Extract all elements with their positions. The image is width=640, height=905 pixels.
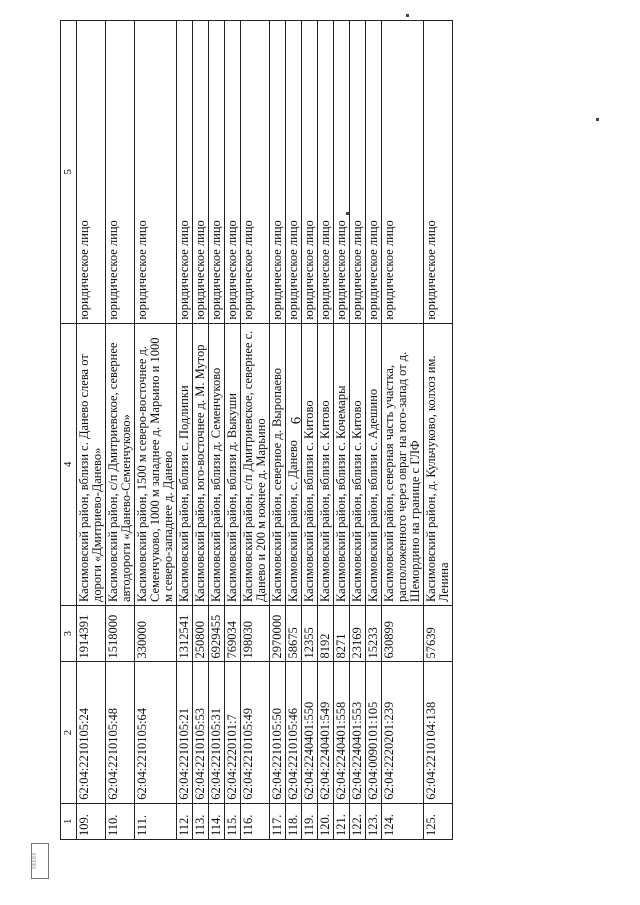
table-row: [382, 21, 424, 840]
cell-owner: юридическое лицо: [270, 21, 286, 324]
cell-kn: 62:04:2210105:64: [135, 662, 177, 803]
cell-loc: Касимовский район, 1500 м северо-восточнее д. Семенчуково, 1000 м западнее д. Марьино и 1000 м северо-западнее д. Данево: [135, 323, 177, 605]
rotated-table-wrapper: [60, 20, 560, 840]
table-row: [77, 21, 106, 840]
cell-n: 119.: [302, 803, 318, 839]
table-row: [177, 21, 193, 840]
cell-loc: Касимовский район, вблизи с. Китово: [302, 323, 318, 605]
cell-n: 122.: [350, 803, 366, 839]
cell-kn: 62:04:2210105:53: [193, 662, 209, 803]
cell-area: 198030: [241, 606, 270, 662]
scan-mark: [346, 212, 349, 215]
scan-mark: [406, 14, 409, 17]
cell-n: 120.: [318, 803, 334, 839]
header-cell: 4: [61, 323, 77, 605]
cell-n: 121.: [334, 803, 350, 839]
cell-kn: 62:04:2210105:21: [177, 662, 193, 803]
cell-loc: Касимовский район, северная часть участка, расположенного через овраг на юго-запад от д. Шемордино на границе с ГЛФ: [382, 323, 424, 605]
table-row: [270, 21, 286, 840]
cell-owner: юридическое лицо: [302, 21, 318, 324]
cell-area: 12355: [302, 606, 318, 662]
cell-n: 112.: [177, 803, 193, 839]
cell-loc: Касимовский район, с/п Дмитриевское, севернее автодороги «Данево-Семенчуково»: [106, 323, 135, 605]
cell-area: 6929455: [209, 606, 225, 662]
cell-kn: 62:04:2210104:138: [424, 662, 453, 803]
cell-area: 58675: [286, 606, 302, 662]
cell-area: 250800: [193, 606, 209, 662]
cell-n: 114.: [209, 803, 225, 839]
cell-owner: юридическое лицо: [366, 21, 382, 324]
cell-kn: 62:04:2240401:558: [334, 662, 350, 803]
table-row: [350, 21, 366, 840]
cell-area: 1914391: [77, 606, 106, 662]
cell-kn: 62:04:2220101:7: [225, 662, 241, 803]
cell-area: 769034: [225, 606, 241, 662]
cell-n: 117.: [270, 803, 286, 839]
table-row: [209, 21, 225, 840]
cell-owner: юридическое лицо: [193, 21, 209, 324]
cell-kn: 62:04:2240401:553: [350, 662, 366, 803]
header-cell: 1: [61, 803, 77, 839]
stamp-logo: ▯▯▯▯▯▯: [31, 843, 49, 879]
cell-loc: Касимовский район, с. Данево: [286, 323, 302, 605]
cell-area: 15233: [366, 606, 382, 662]
cell-loc: Касимовский район, д. Кульчуково, колхоз им. Ленина: [424, 323, 453, 605]
cell-owner: юридическое лицо: [286, 21, 302, 324]
cell-n: 110.: [106, 803, 135, 839]
cell-owner: юридическое лицо: [241, 21, 270, 324]
cell-owner: юридическое лицо: [382, 21, 424, 324]
cell-kn: 62:04:2210105:46: [286, 662, 302, 803]
table-row: [106, 21, 135, 840]
cell-owner: юридическое лицо: [106, 21, 135, 324]
cell-area: 330000: [135, 606, 177, 662]
cell-owner: юридическое лицо: [225, 21, 241, 324]
cell-owner: юридическое лицо: [177, 21, 193, 324]
page-number: 6: [288, 416, 305, 425]
table-row: [366, 21, 382, 840]
table-row: [193, 21, 209, 840]
table-row: [334, 21, 350, 840]
cell-loc: Касимовский район, вблизи с. Подлипки: [177, 323, 193, 605]
table-row: [302, 21, 318, 840]
cell-loc: Касимовский район, северное д. Выропаево: [270, 323, 286, 605]
cell-owner: юридическое лицо: [424, 21, 453, 324]
table-row: [286, 21, 302, 840]
table-row: [424, 21, 453, 840]
cell-kn: 62:04:2240401:550: [302, 662, 318, 803]
table-row: [318, 21, 334, 840]
cell-kn: 62:04:2210105:49: [241, 662, 270, 803]
cell-loc: Касимовский район, с/п Дмитриевское, севернее с. Данево и 200 м южнее д. Марьино: [241, 323, 270, 605]
cell-loc: Касимовский район, вблизи д. Семенчуково: [209, 323, 225, 605]
cell-area: 630899: [382, 606, 424, 662]
cell-owner: юридическое лицо: [334, 21, 350, 324]
header-cell: 2: [61, 662, 77, 803]
cell-owner: юридическое лицо: [350, 21, 366, 324]
cell-area: 23169: [350, 606, 366, 662]
cell-loc: Касимовский район, вблизи с. Китово: [318, 323, 334, 605]
cell-area: 8192: [318, 606, 334, 662]
cell-kn: 62:04:2210105:31: [209, 662, 225, 803]
cell-n: 109.: [77, 803, 106, 839]
cell-n: 116.: [241, 803, 270, 839]
cell-kn: 62:04:2210105:50: [270, 662, 286, 803]
cell-n: 118.: [286, 803, 302, 839]
cell-kn: 62:04:2210105:48: [106, 662, 135, 803]
cell-area: 2970000: [270, 606, 286, 662]
cell-owner: юридическое лицо: [209, 21, 225, 324]
table-header-row: [61, 21, 77, 840]
scan-mark: [596, 118, 599, 121]
cell-loc: Касимовский район, вблизи д. Выкуши: [225, 323, 241, 605]
cell-n: 115.: [225, 803, 241, 839]
table-row: [135, 21, 177, 840]
cell-kn: 62:04:0090101:105: [366, 662, 382, 803]
cell-area: 57639: [424, 606, 453, 662]
cell-loc: Касимовский район, вблизи с. Данево слева от дороги «Дмитриево-Данево»: [77, 323, 106, 605]
table-row: [225, 21, 241, 840]
cell-loc: Касимовский район, юго-восточнее д. М. Мутор: [193, 323, 209, 605]
cell-area: 8271: [334, 606, 350, 662]
cell-loc: Касимовский район, вблизи с. Китово: [350, 323, 366, 605]
cell-loc: Касимовский район, вблизи с. Адешино: [366, 323, 382, 605]
cell-kn: 62:04:2210105:24: [77, 662, 106, 803]
cell-owner: юридическое лицо: [318, 21, 334, 324]
cell-kn: 62:04:2220201:239: [382, 662, 424, 803]
cell-n: 125.: [424, 803, 453, 839]
cell-area: 1312541: [177, 606, 193, 662]
cell-kn: 62:04:2240401:549: [318, 662, 334, 803]
cell-n: 124.: [382, 803, 424, 839]
cell-owner: юридическое лицо: [135, 21, 177, 324]
table-row: [241, 21, 270, 840]
cell-area: 1518000: [106, 606, 135, 662]
cell-n: 111.: [135, 803, 177, 839]
cell-owner: юридическое лицо: [77, 21, 106, 324]
cell-n: 123.: [366, 803, 382, 839]
header-cell: 3: [61, 606, 77, 662]
cell-loc: Касимовский район, вблизи с. Кочемары: [334, 323, 350, 605]
cell-n: 113.: [193, 803, 209, 839]
header-cell: 5: [61, 21, 77, 324]
land-plots-table: [60, 20, 453, 840]
